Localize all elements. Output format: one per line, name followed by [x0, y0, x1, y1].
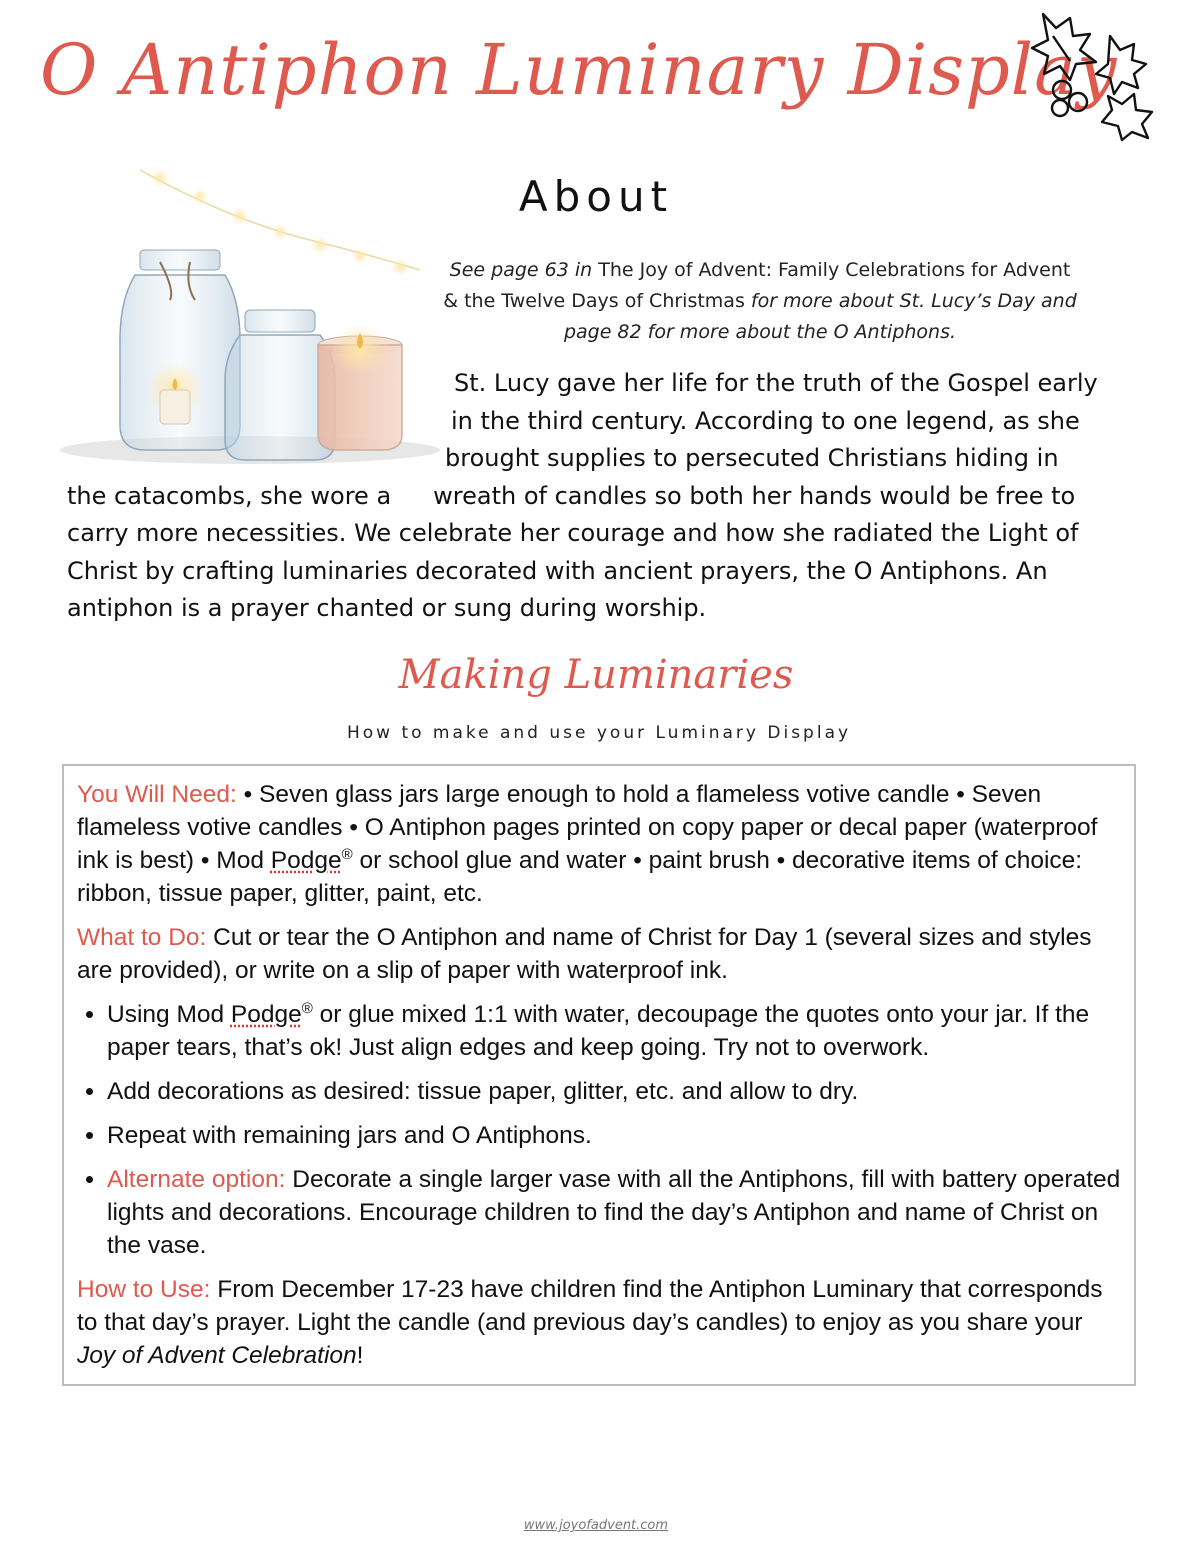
- making-luminaries-subtitle: How to make and use your Luminary Display: [346, 723, 852, 743]
- reference-pre: See page 63 in: [449, 259, 599, 281]
- alt-text: Decorate a single larger vase with all the Antiphons, fill with battery operated lights and decorations. Encourage children to find the day’s Antiphon and name of Christ on the vase.: [107, 1166, 1121, 1259]
- use-italic: Joy of Advent Celebration: [77, 1342, 357, 1369]
- instructions-box: [62, 764, 1136, 1386]
- list-item: [107, 1163, 1124, 1262]
- you-will-need: [77, 778, 1124, 910]
- list-item: • Add decorations as desired: tissue paper, glitter, etc. and allow to dry.: [107, 1075, 1124, 1108]
- story-paragraph: [67, 365, 1127, 628]
- need-text-2: or school glue and water • paint brush • decorative items of choice: ribbon, tissue paper, glitter, paint, etc.: [77, 847, 1083, 907]
- do-text: Cut or tear the O Antiphon and name of Christ for Day 1 (several sizes and styles are provided), or write on a slip of paper with waterproof ink.: [77, 924, 1092, 984]
- how-to-use: [77, 1273, 1124, 1372]
- section-heading-about: About: [518, 172, 674, 221]
- step1-pre: Using Mod: [107, 1001, 231, 1028]
- registered-mark: ®: [341, 845, 353, 863]
- do-label: What to Do:: [77, 924, 207, 951]
- story-line-wrap: [67, 478, 1127, 516]
- footer-url-link[interactable]: www.joyofadvent.com: [523, 1518, 669, 1533]
- story-line: Christ by crafting luminaries decorated with ancient prayers, the O Antiphons. An: [67, 556, 1048, 585]
- story-line: carry more necessities. We celebrate her courage and how she radiated the Light of: [67, 519, 1079, 547]
- story-line: wreath of candles so both her hands would be free to: [433, 481, 1076, 510]
- story-line: the catacombs, she wore a: [67, 481, 392, 510]
- what-to-do: [77, 921, 1124, 987]
- story-line: in the third century. According to one legend, as she: [451, 406, 1080, 435]
- podge-word: Podge: [230, 1001, 302, 1028]
- reference-post: for more about St. Lucy’s Day and page 82 for more about the O Antiphons.: [563, 290, 1077, 343]
- steps-list: [77, 998, 1124, 1262]
- use-end: !: [356, 1342, 364, 1369]
- need-label: You Will Need:: [77, 781, 237, 808]
- making-luminaries-heading: Making Luminaries: [398, 652, 794, 698]
- story-line: brought supplies to persecuted Christians hiding in: [445, 444, 1059, 472]
- registered-mark: ®: [301, 999, 313, 1017]
- alt-label: Alternate option:: [107, 1166, 286, 1193]
- step1-post: or glue mixed 1:1 with water, decoupage the quotes onto your jar. If the paper tears, that’s ok! Just align edges and keep going. Try not to overwork.: [107, 1001, 1090, 1061]
- need-text: • Seven glass jars large enough to hold a flameless votive candle • Seven flameless votive candles • O Antiphon pages printed on copy paper or decal paper (waterproof ink is best) • Mod: [77, 781, 1098, 874]
- story-line: antiphon is a prayer chanted or sung during worship.: [67, 594, 707, 622]
- story-line: St. Lucy gave her life for the truth of the Gospel early: [454, 369, 1098, 397]
- list-item: [107, 998, 1124, 1064]
- use-label: How to Use:: [77, 1276, 211, 1303]
- book-reference: [440, 255, 1080, 348]
- page-title: O Antiphon Luminary Display: [40, 29, 1118, 111]
- use-text: From December 17-23 have children find the Antiphon Luminary that corresponds to that day’s prayer. Light the candle (and previous day’s candles) to enjoy as you share your: [77, 1276, 1103, 1336]
- list-item: • Repeat with remaining jars and O Antiphons.: [107, 1119, 1124, 1152]
- podge-word: Podge: [270, 847, 342, 874]
- holly-icon: [1018, 6, 1168, 141]
- reference-book-title: The Joy of Advent: Family Celebrations for Advent & the Twelve Days of Christmas: [443, 259, 1071, 312]
